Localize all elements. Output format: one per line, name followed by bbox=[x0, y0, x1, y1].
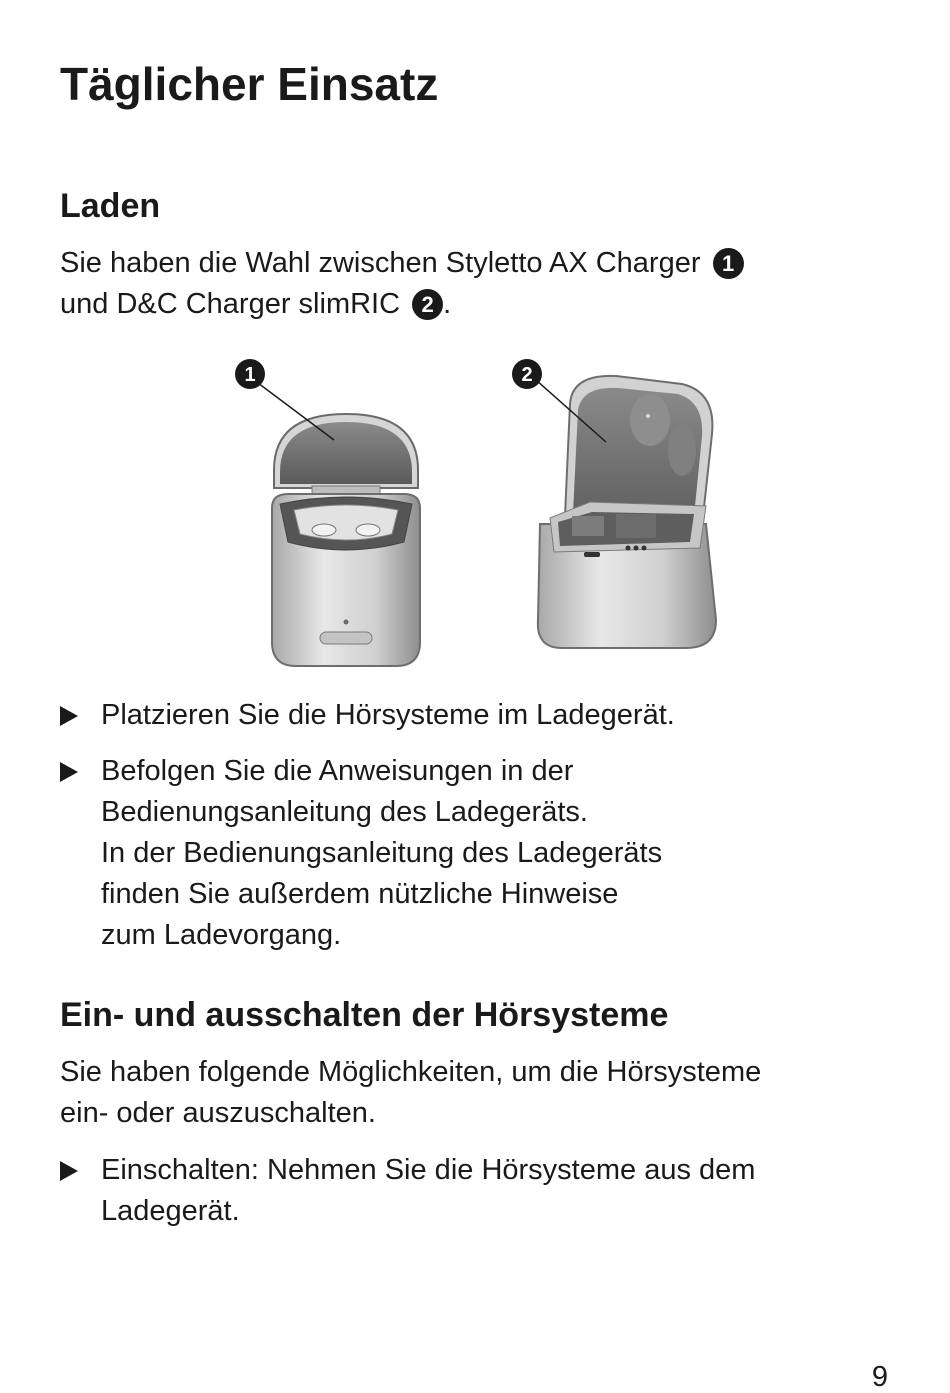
callout-1-label: 1 bbox=[244, 364, 256, 386]
charging-step-1-line: Platzieren Sie die Hörsysteme im Ladegerät. bbox=[101, 699, 675, 731]
section-heading-charging: Laden bbox=[60, 187, 161, 225]
section-heading-power: Ein- und ausschalten der Hörsysteme bbox=[60, 996, 669, 1034]
charging-step-2-line: zum Ladevorgang. bbox=[101, 919, 342, 951]
bullet-arrow-icon bbox=[60, 1161, 78, 1181]
charging-intro-line-1: Sie haben die Wahl zwischen Styletto AX Charger bbox=[60, 247, 701, 279]
power-intro bbox=[60, 1052, 900, 1134]
charging-step-2 bbox=[60, 751, 920, 956]
styletto-charger-illustration bbox=[235, 359, 420, 666]
marker-2-badge: 2 bbox=[412, 289, 443, 320]
power-step-1 bbox=[60, 1150, 920, 1232]
charging-step-2-line: finden Sie außerdem nützliche Hinweise bbox=[101, 878, 619, 910]
page-title: Täglicher Einsatz bbox=[60, 58, 439, 110]
power-step-1-line: Ladegerät. bbox=[101, 1195, 240, 1227]
chargers-illustration bbox=[220, 352, 730, 670]
charging-step-2-line: Befolgen Sie die Anweisungen in der bbox=[101, 755, 574, 787]
charging-intro: Sie haben die Wahl zwischen Styletto AX Charger 1 und D&C Charger slimRIC 2 . bbox=[60, 243, 900, 325]
charging-step-1 bbox=[60, 695, 920, 736]
chargers-figure bbox=[220, 352, 730, 670]
power-intro-line-1: Sie haben folgende Möglichkeiten, um die Hörsysteme bbox=[60, 1056, 762, 1088]
bullet-arrow-icon bbox=[60, 706, 78, 726]
slimric-charger-illustration bbox=[512, 359, 716, 648]
charging-step-2-line: Bedienungsanleitung des Ladegeräts. bbox=[101, 796, 588, 828]
power-intro-line-2: ein- oder auszuschalten. bbox=[60, 1097, 376, 1129]
charging-intro-line-2: und D&C Charger slimRIC bbox=[60, 288, 401, 320]
bullet-arrow-icon bbox=[60, 762, 78, 782]
page-number: 9 bbox=[871, 1361, 888, 1393]
power-step-1-line: Einschalten: Nehmen Sie die Hörsysteme aus dem bbox=[101, 1154, 756, 1186]
marker-1-badge: 1 bbox=[713, 248, 744, 279]
charging-step-2-line: In der Bedienungsanleitung des Ladegeräts bbox=[101, 837, 663, 869]
callout-2-label: 2 bbox=[521, 364, 533, 386]
